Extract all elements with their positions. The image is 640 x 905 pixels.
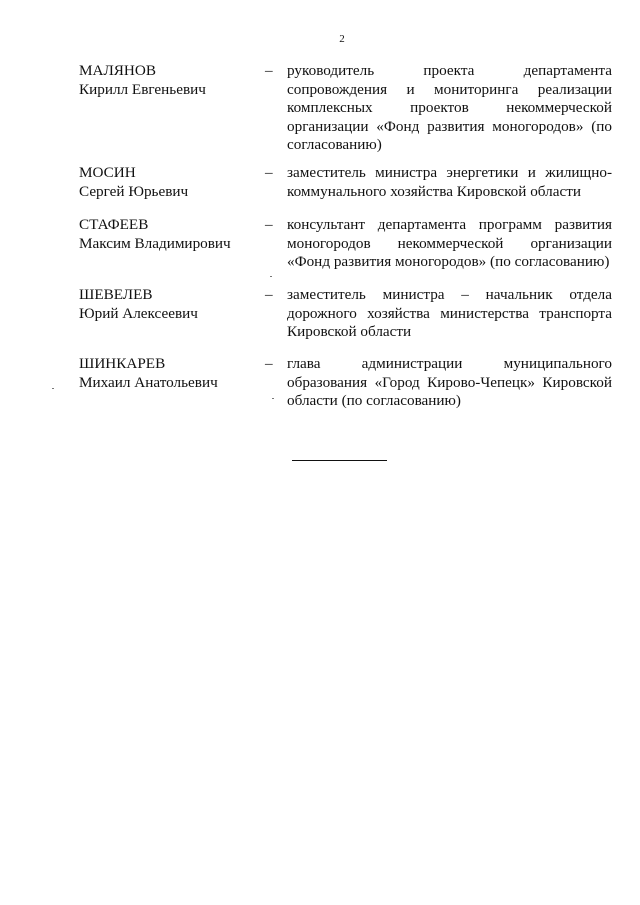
position-line: Кировской области xyxy=(287,323,412,340)
dash-separator: – xyxy=(265,355,273,372)
position-line: моногородов некоммерческой организации xyxy=(287,234,612,252)
member-name xyxy=(79,62,264,99)
dash-separator: – xyxy=(265,286,273,303)
position-line: консультант департамента программ развития xyxy=(287,216,612,233)
member-surname: ШЕВЕЛЕВ xyxy=(79,286,153,303)
scan-speck xyxy=(272,398,274,399)
member-position xyxy=(287,164,612,201)
position-line: дорожного хозяйства министерства транспорта xyxy=(287,304,612,322)
member-given-name: Юрий Алексеевич xyxy=(79,304,198,322)
dash-separator: – xyxy=(265,62,273,79)
position-line: образования «Город Кирово-Чепецк» Кировской xyxy=(287,373,612,391)
position-line: заместитель министра – начальник отдела xyxy=(287,286,612,303)
member-position xyxy=(287,216,612,272)
scan-speck xyxy=(52,388,54,389)
member-name xyxy=(79,164,264,201)
position-line: заместитель министра энергетики и жилищно- xyxy=(287,164,612,181)
closing-separator-line xyxy=(292,460,387,461)
dash-separator: – xyxy=(265,216,273,233)
position-line: коммунального хозяйства Кировской области xyxy=(287,182,581,200)
position-line: организации «Фонд развития моногородов» (по xyxy=(287,117,612,135)
member-surname: МАЛЯНОВ xyxy=(79,62,156,79)
member-surname: ШИНКАРЕВ xyxy=(79,355,166,372)
position-line: глава администрации муниципального xyxy=(287,355,612,372)
member-given-name: Кирилл Евгеньевич xyxy=(79,80,206,98)
member-surname: СТАФЕЕВ xyxy=(79,216,149,233)
position-line: согласованию) xyxy=(287,136,382,153)
member-given-name: Михаил Анатольевич xyxy=(79,373,218,391)
member-given-name: Максим Владимирович xyxy=(79,234,231,252)
dash-separator: – xyxy=(265,164,273,181)
position-line: «Фонд развития моногородов» (по согласованию) xyxy=(287,253,610,270)
position-line: руководитель проекта департамента xyxy=(287,62,612,79)
member-name xyxy=(79,216,264,253)
member-name xyxy=(79,286,264,323)
page-number: 2 xyxy=(339,33,345,45)
scan-speck xyxy=(270,276,272,277)
position-line: комплексных проектов некоммерческой xyxy=(287,99,612,116)
member-surname: МОСИН xyxy=(79,164,136,181)
member-given-name: Сергей Юрьевич xyxy=(79,182,189,200)
member-position xyxy=(287,355,612,411)
position-line: области (по согласованию) xyxy=(287,392,461,409)
member-position xyxy=(287,286,612,342)
member-name xyxy=(79,355,264,392)
position-line: сопровождения и мониторинга реализации xyxy=(287,80,612,98)
member-position xyxy=(287,62,612,155)
